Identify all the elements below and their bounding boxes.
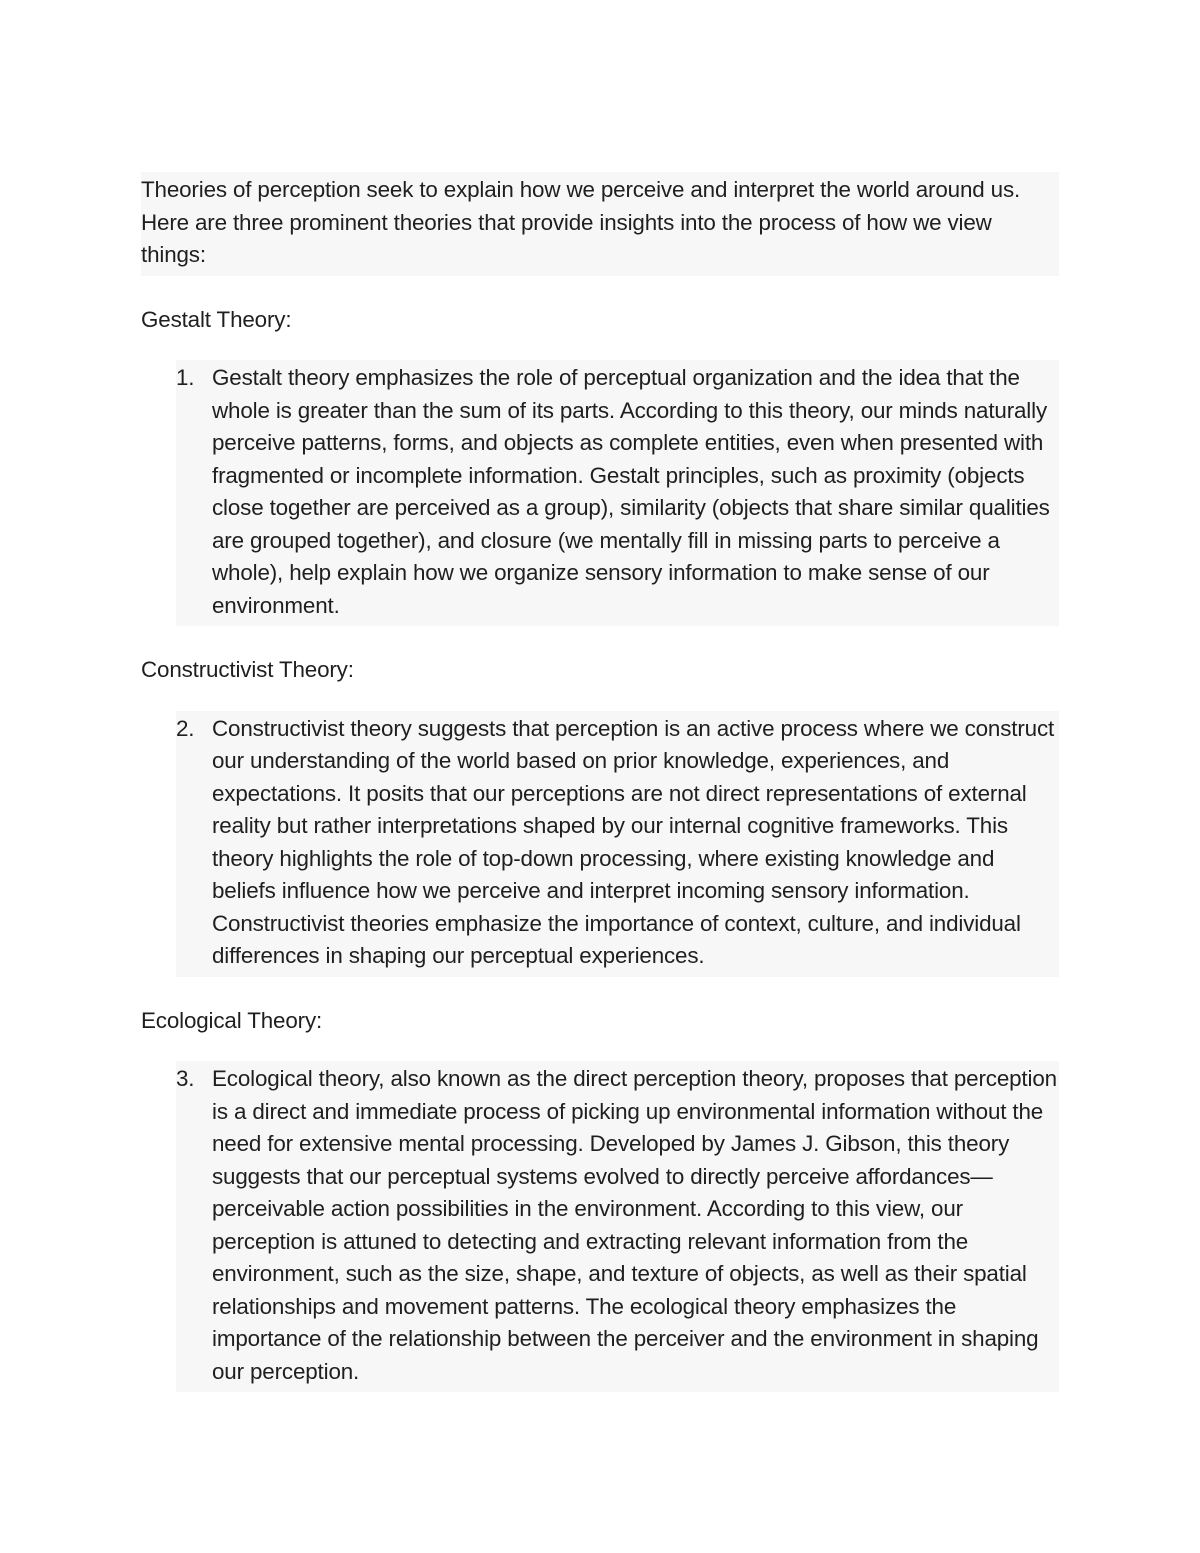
list-number: 3. (176, 1066, 195, 1091)
spacer (141, 1037, 1059, 1061)
list-item-constructivist (176, 711, 1059, 977)
section-heading-ecological: Ecological Theory: (141, 1007, 323, 1033)
list-number: 1. (176, 365, 195, 390)
spacer (141, 276, 1059, 304)
spacer (141, 626, 1059, 654)
list-item-ecological (176, 1061, 1059, 1392)
document-page (141, 172, 1059, 1392)
list-item-text: Ecological theory, also known as the direct perception theory, proposes that perception is a direct and immediate process of picking up environmental information without the need for extensive mental processing. Developed by James J. Gibson, this theory suggests that our perceptual systems evolved to directly perceive affordances—perceivable action possibilities in the environment. According to this view, our perception is attuned to detecting and extracting relevant information from the environment, such as the size, shape, and texture of objects, as well as their spatial relationships and movement patterns. The ecological theory emphasizes the importance of the relationship between the perceiver and the environment in shaping our perception. (212, 1066, 1057, 1384)
spacer (141, 336, 1059, 360)
list-item-gestalt (176, 360, 1059, 626)
section-heading-constructivist: Constructivist Theory: (141, 657, 354, 682)
section-heading-gestalt: Gestalt Theory: (141, 306, 292, 332)
list-number: 2. (176, 715, 195, 741)
spacer (141, 687, 1059, 711)
list-item-text: Gestalt theory emphasizes the role of perceptual organization and the idea that the whole is greater than the sum of its parts. According to this theory, our minds naturally perceive patterns, forms, and objects as complete entities, even when presented with fragmented or incomplete information. Gestalt principles, such as proximity (objects close together are perceived as a group), similarity (objects that share similar qualities are grouped together), and closure (we mentally fill in missing parts to perceive a whole), help explain how we organize sensory information to make sense of our environment. (212, 365, 1050, 618)
list-item-text: Constructivist theory suggests that perception is an active process where we construct our understanding of the world based on prior knowledge, experiences, and expectations. It posits that our perceptions are not direct representations of external reality but rather interpretations shaped by our internal cognitive frameworks. This theory highlights the role of top-down processing, where existing knowledge and beliefs influence how we perceive and interpret incoming sensory information. Constructivist theories emphasize the importance of context, culture, and individual differences in shaping our perceptual experiences. (212, 715, 1055, 968)
intro-paragraph: Theories of perception seek to explain how we perceive and interpret the world around us. Here are three prominent theories that provide insights into the process of how we view things: (141, 172, 1059, 276)
spacer (141, 977, 1059, 1005)
